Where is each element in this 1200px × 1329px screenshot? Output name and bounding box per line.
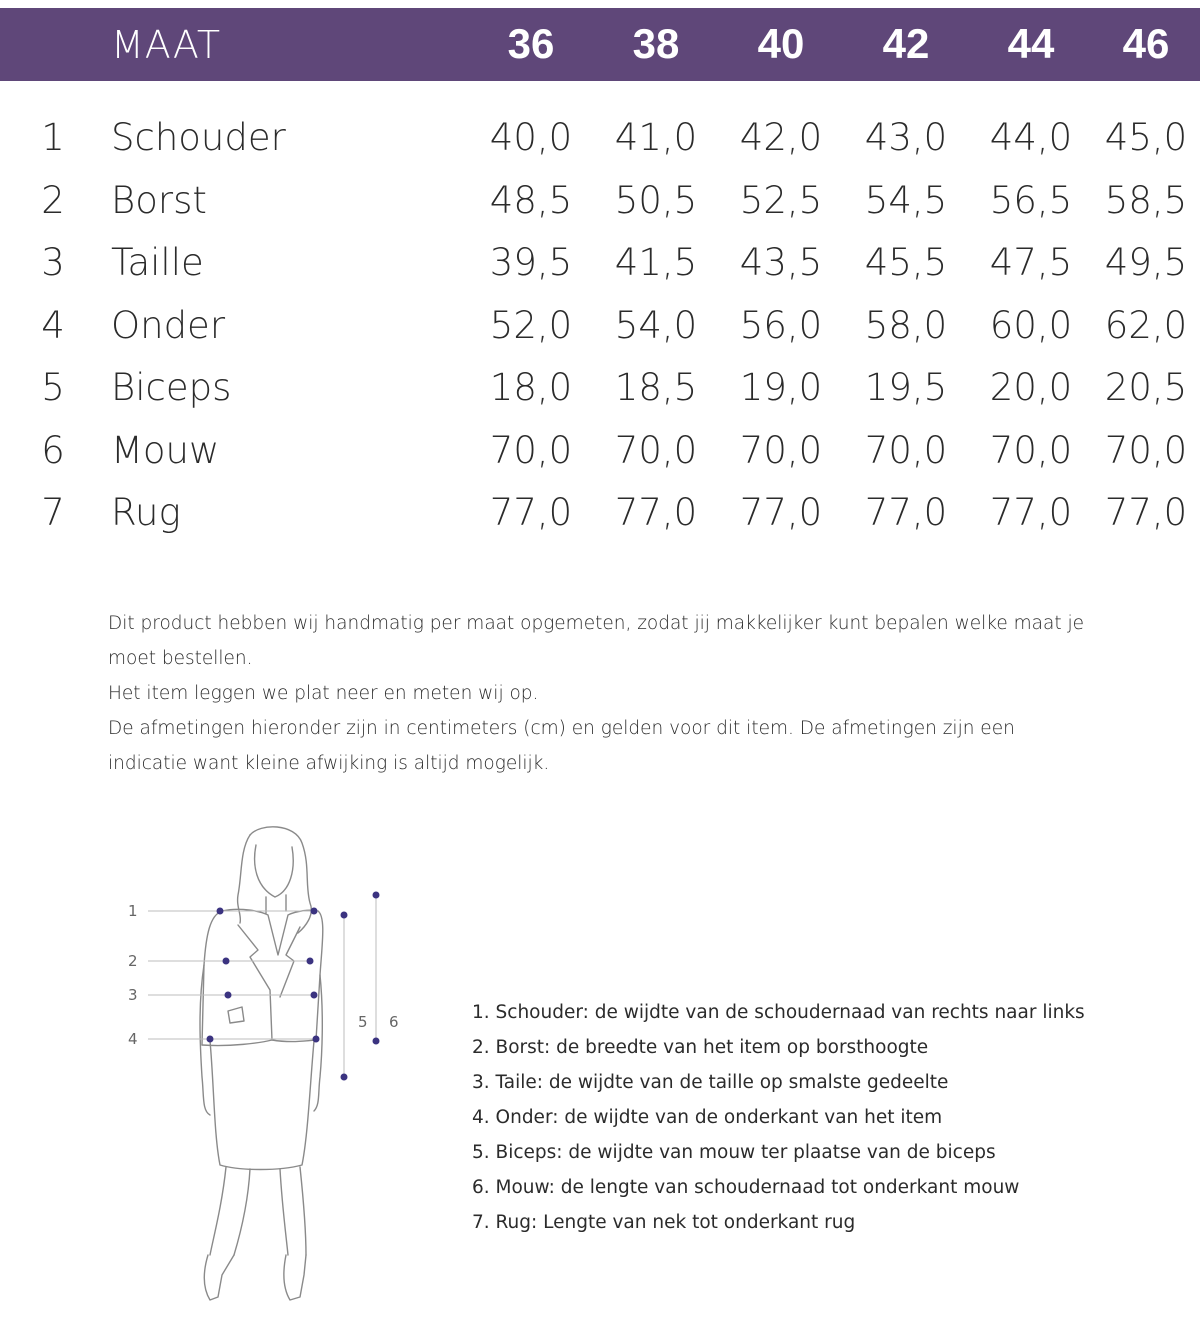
cell: 70,0 bbox=[489, 429, 573, 472]
row-number: 6 bbox=[41, 429, 65, 472]
cell: 19,0 bbox=[739, 366, 823, 409]
row-number: 7 bbox=[41, 491, 65, 534]
cell: 44,0 bbox=[989, 116, 1073, 159]
cell: 45,5 bbox=[864, 241, 948, 284]
cell: 45,0 bbox=[1104, 116, 1188, 159]
cell: 39,5 bbox=[489, 241, 573, 284]
figure-label-1: 1 bbox=[128, 902, 138, 920]
cell: 70,0 bbox=[989, 429, 1073, 472]
row-label: Onder bbox=[111, 304, 226, 347]
cell: 40,0 bbox=[489, 116, 573, 159]
cell: 70,0 bbox=[739, 429, 823, 472]
cell: 47,5 bbox=[989, 241, 1073, 284]
measurement-legend bbox=[472, 995, 1172, 1240]
description-line: De afmetingen hieronder zijn in centimeters (cm) en gelden voor dit item. De afmetingen zijn een bbox=[108, 718, 1015, 739]
row-number: 3 bbox=[41, 241, 65, 284]
cell: 56,0 bbox=[739, 304, 823, 347]
table-row bbox=[0, 491, 1200, 553]
figure-label-4: 4 bbox=[128, 1030, 138, 1048]
measurement-description bbox=[108, 606, 1108, 781]
description-line: moet bestellen. bbox=[108, 648, 253, 669]
size-38: 38 bbox=[632, 20, 680, 67]
cell: 52,5 bbox=[739, 179, 823, 222]
figure-label-3: 3 bbox=[128, 986, 138, 1004]
cell: 41,5 bbox=[614, 241, 698, 284]
cell: 49,5 bbox=[1104, 241, 1188, 284]
description-line: Het item leggen we plat neer en meten wij op. bbox=[108, 683, 539, 704]
table-row bbox=[0, 429, 1200, 491]
row-number: 5 bbox=[41, 366, 65, 409]
cell: 77,0 bbox=[489, 491, 573, 534]
row-label: Biceps bbox=[111, 366, 232, 409]
table-row bbox=[0, 179, 1200, 241]
cell: 41,0 bbox=[614, 116, 698, 159]
cell: 18,0 bbox=[489, 366, 573, 409]
cell: 20,5 bbox=[1104, 366, 1188, 409]
cell: 20,0 bbox=[989, 366, 1073, 409]
row-number: 4 bbox=[41, 304, 65, 347]
description-line: Dit product hebben wij handmatig per maat opgemeten, zodat jij makkelijker kunt bepalen welke maat je bbox=[108, 613, 1084, 634]
row-number: 2 bbox=[41, 179, 65, 222]
cell: 54,5 bbox=[864, 179, 948, 222]
row-label: Mouw bbox=[111, 429, 220, 472]
woman-jacket-illustration bbox=[110, 815, 430, 1325]
cell: 70,0 bbox=[614, 429, 698, 472]
cell: 77,0 bbox=[1104, 491, 1188, 534]
size-header-bar bbox=[0, 8, 1200, 81]
legend-item: 6. Mouw: de lengte van schoudernaad tot onderkant mouw bbox=[472, 1177, 1020, 1198]
table-row bbox=[0, 304, 1200, 366]
legend-item: 3. Taile: de wijdte van de taille op smalste gedeelte bbox=[472, 1072, 949, 1093]
cell: 43,0 bbox=[864, 116, 948, 159]
cell: 77,0 bbox=[864, 491, 948, 534]
cell: 52,0 bbox=[489, 304, 573, 347]
row-label: Borst bbox=[111, 179, 207, 222]
row-label: Taille bbox=[111, 241, 204, 284]
table-row bbox=[0, 241, 1200, 303]
maat-label: MAAT bbox=[111, 23, 222, 67]
legend-item: 2. Borst: de breedte van het item op borsthoogte bbox=[472, 1037, 929, 1058]
cell: 18,5 bbox=[614, 366, 698, 409]
cell: 62,0 bbox=[1104, 304, 1188, 347]
cell: 54,0 bbox=[614, 304, 698, 347]
cell: 70,0 bbox=[864, 429, 948, 472]
size-42: 42 bbox=[882, 20, 930, 67]
cell: 70,0 bbox=[1104, 429, 1188, 472]
cell: 43,5 bbox=[739, 241, 823, 284]
description-line: indicatie want kleine afwijking is altijd mogelijk. bbox=[108, 753, 550, 774]
size-44: 44 bbox=[1007, 20, 1055, 67]
cell: 48,5 bbox=[489, 179, 573, 222]
legend-item: 4. Onder: de wijdte van de onderkant van het item bbox=[472, 1107, 943, 1128]
legend-item: 5. Biceps: de wijdte van mouw ter plaatse van de biceps bbox=[472, 1142, 996, 1163]
cell: 77,0 bbox=[739, 491, 823, 534]
cell: 77,0 bbox=[989, 491, 1073, 534]
row-label: Schouder bbox=[111, 116, 286, 159]
figure-label-2: 2 bbox=[128, 952, 138, 970]
row-label: Rug bbox=[111, 491, 181, 534]
size-46: 46 bbox=[1122, 20, 1170, 67]
table-row bbox=[0, 116, 1200, 178]
legend-item: 7. Rug: Lengte van nek tot onderkant rug bbox=[472, 1212, 856, 1233]
cell: 50,5 bbox=[614, 179, 698, 222]
cell: 77,0 bbox=[614, 491, 698, 534]
table-row bbox=[0, 366, 1200, 428]
size-40: 40 bbox=[757, 20, 805, 67]
size-36: 36 bbox=[507, 20, 555, 67]
cell: 58,5 bbox=[1104, 179, 1188, 222]
cell: 56,5 bbox=[989, 179, 1073, 222]
cell: 60,0 bbox=[989, 304, 1073, 347]
row-number: 1 bbox=[41, 116, 65, 159]
figure-label-6: 6 bbox=[389, 1013, 399, 1031]
cell: 58,0 bbox=[864, 304, 948, 347]
legend-item: 1. Schouder: de wijdte van de schoudernaad van rechts naar links bbox=[472, 1002, 1085, 1023]
cell: 42,0 bbox=[739, 116, 823, 159]
measurement-figure bbox=[110, 815, 430, 1325]
cell: 19,5 bbox=[864, 366, 948, 409]
figure-label-5: 5 bbox=[358, 1013, 368, 1031]
